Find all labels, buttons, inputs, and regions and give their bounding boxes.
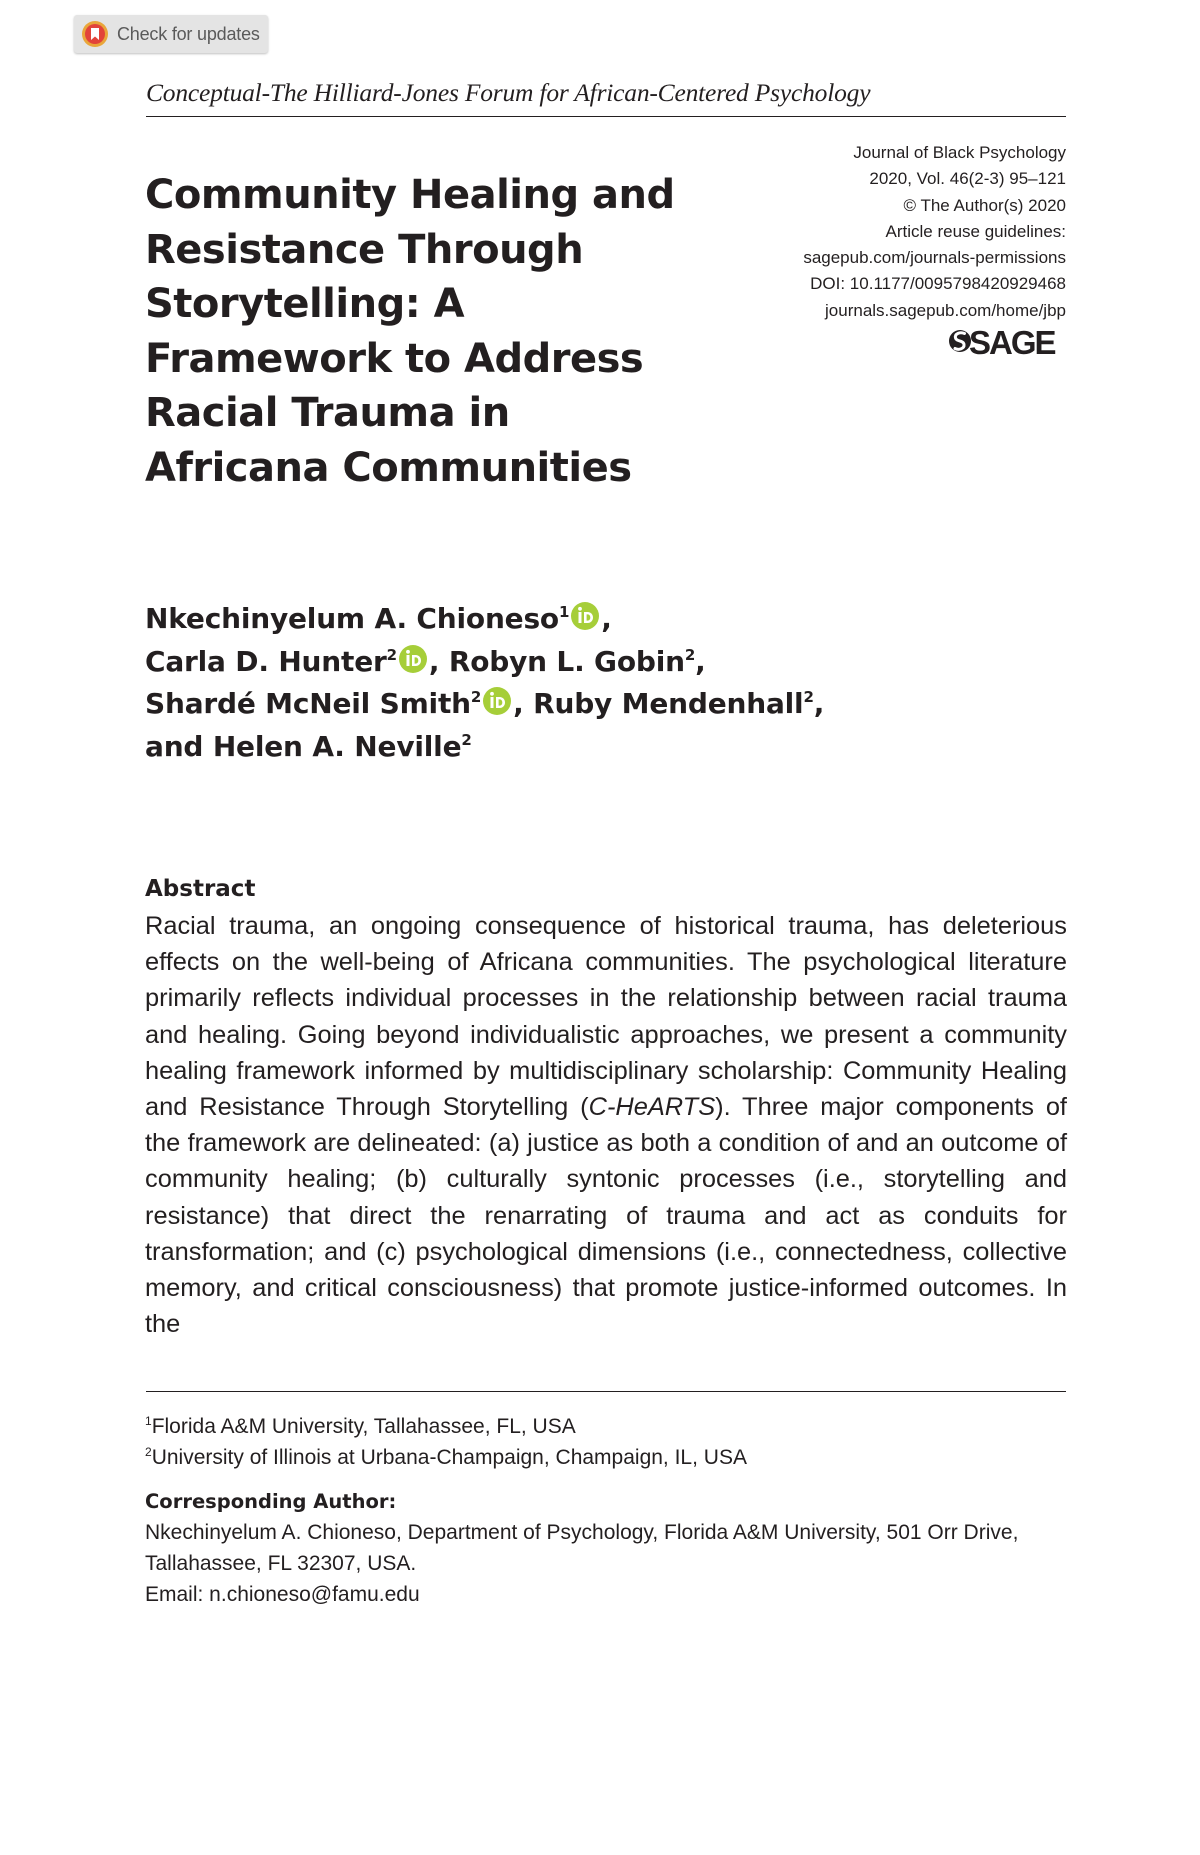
corresponding-author-address: Nkechinyelum A. Chioneso, Department of Psychology, Florida A&M University, 501 Orr Drive, Tallahassee, FL 32307, USA. [145, 1521, 1019, 1575]
author-separator: , [695, 644, 706, 678]
affiliation-1-text: Florida A&M University, Tallahassee, FL, USA [151, 1415, 576, 1438]
doi-link[interactable]: DOI: 10.1177/0095798420929468 [810, 274, 1066, 294]
author-name: Ruby Mendenhall [533, 687, 804, 720]
affiliation-2-text: University of Illinois at Urbana-Champaign, Champaign, IL, USA [151, 1446, 747, 1469]
abstract-text-part2: ). Three major components of the framework are delineated: (a) justice as both a condition of and an outcome of community healing; (b) culturally syntonic processes (i.e., storytelling and resistance) that direct the renarrating of trauma and act as conduits for transformation; and (c) psychological dimensions (i.e., connectedness, collective memory, and critical consciousness) that promote justice-informed outcomes. In the [145, 1093, 1067, 1339]
author-affiliation-mark: 2 [684, 645, 696, 664]
author-separator: , [428, 644, 449, 678]
author-name: Helen A. Neville [212, 729, 462, 763]
corresponding-author-heading: Corresponding Author: [145, 1490, 397, 1513]
orcid-icon[interactable] [482, 686, 512, 716]
affiliation-1-number: 1 [145, 1414, 152, 1428]
journal-homepage-link[interactable]: journals.sagepub.com/home/jbp [825, 300, 1066, 320]
abstract-text [145, 908, 1067, 1342]
author-name: Carla D. Hunter [145, 644, 387, 678]
author-separator: , [813, 687, 825, 720]
corresponding-author-email[interactable]: Email: n.chioneso@famu.edu [145, 1583, 420, 1606]
reuse-link[interactable]: sagepub.com/journals-permissions [803, 248, 1066, 268]
abstract-acronym: C-HeARTS [588, 1093, 716, 1122]
author-name: Robyn L. Gobin [448, 644, 685, 678]
header-rule [146, 116, 1066, 117]
svg-text:SAGE: SAGE [969, 324, 1055, 360]
author-separator: , [601, 602, 612, 635]
author-conjunction: and [145, 729, 213, 763]
affiliation-2-number: 2 [145, 1445, 152, 1459]
author-affiliation-mark: 2 [386, 645, 397, 664]
article-title: Community Healing and Resistance Through Storytelling: A Framework to Address Racial Trauma in Africana Communities [145, 172, 675, 491]
abstract-heading: Abstract [145, 876, 256, 902]
journal-info [646, 140, 1066, 324]
author-name: Shardé McNeil Smith [145, 687, 471, 720]
author-affiliation-mark: 1 [558, 603, 570, 621]
affiliation-2 [145, 1442, 1067, 1473]
author-affiliation-mark: 2 [803, 688, 814, 706]
reuse-label: Article reuse guidelines: [885, 221, 1066, 241]
author-list [145, 598, 1085, 768]
check-for-updates-button[interactable] [74, 15, 268, 53]
author-affiliation-mark: 2 [470, 688, 482, 706]
affiliation-1 [145, 1411, 1067, 1442]
abstract-text-part1: Racial trauma, an ongoing consequence of historical trauma, has deleterious effects on the well-being of Africana communities. The psychological literature primarily reflects individual processes in the relationship between racial trauma and healing. Going beyond individualistic approaches, we present a community healing framework informed by multidisciplinary scholarship: Community Healing and Resistance Through Storytelling ( [145, 912, 1067, 1122]
footnotes [145, 1411, 1067, 1610]
copyright-line: © The Author(s) 2020 [903, 195, 1066, 215]
running-head: Conceptual-The Hilliard-Jones Forum for African-Centered Psychology [146, 78, 871, 107]
bookmark-update-icon [81, 20, 109, 48]
orcid-icon[interactable] [570, 601, 600, 631]
journal-volume: 2020, Vol. 46(2-3) 95–121 [869, 169, 1066, 189]
sage-logo [948, 322, 1066, 360]
check-for-updates-label: Check for updates [117, 23, 260, 44]
author-separator: , [513, 687, 534, 720]
author-affiliation-mark: 2 [461, 730, 472, 749]
author-name: Nkechinyelum A. Chioneso [145, 602, 559, 635]
orcid-icon[interactable] [398, 644, 428, 674]
journal-name: Journal of Black Psychology [853, 143, 1066, 162]
footnote-rule [146, 1391, 1066, 1392]
